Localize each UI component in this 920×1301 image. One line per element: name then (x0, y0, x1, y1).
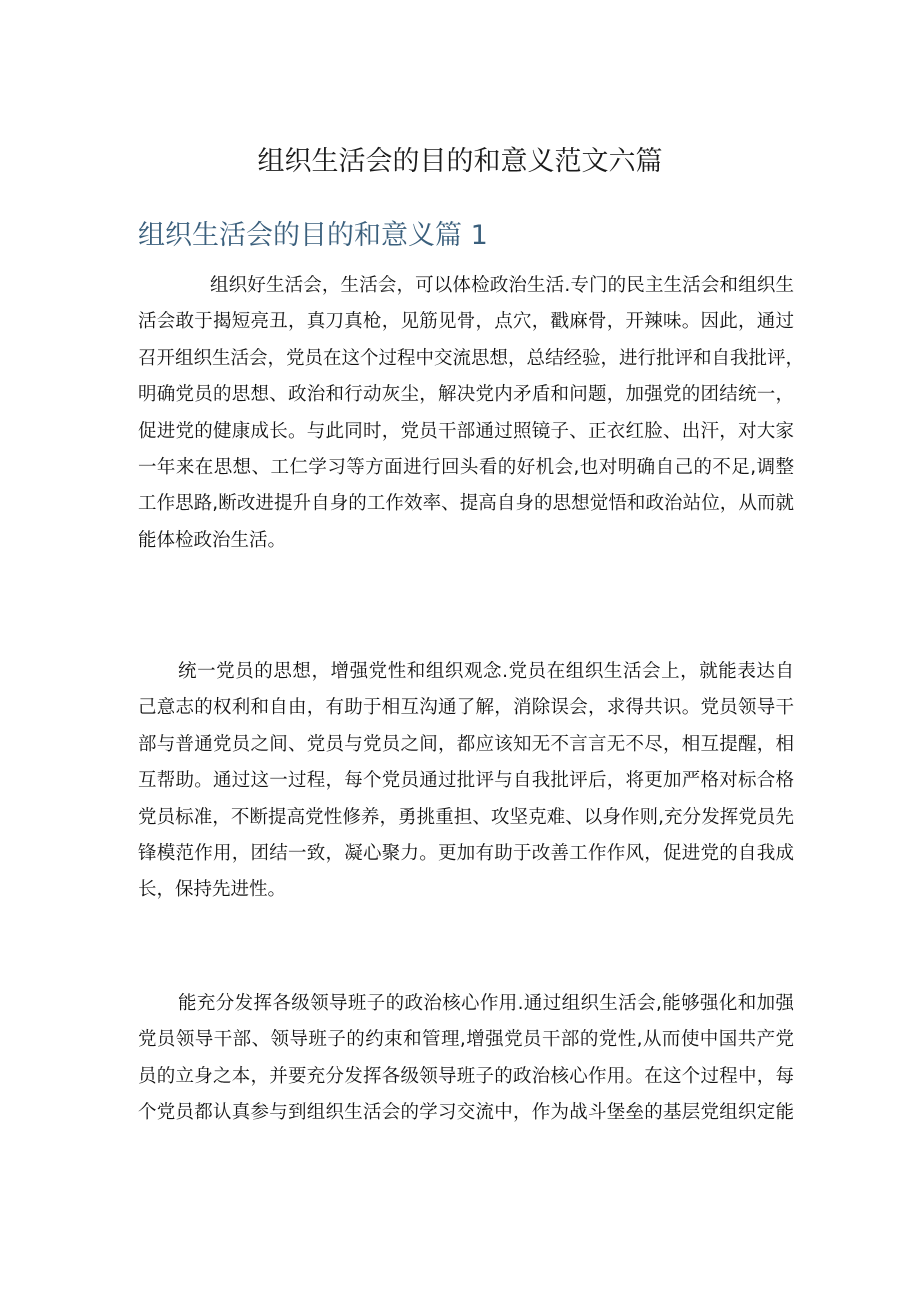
text-line: 统一党员的思想，增强党性和组织观念.党员在组织生活会上，就能表达自 (178, 661, 794, 682)
text-line: 能体检政治生活。 (138, 529, 287, 551)
text-line: 能充分发挥各级领导班子的政治核心作用.通过组织生活会,能够强化和加强 (178, 993, 794, 1014)
text-line: 党员领导干部、领导班子的约束和管理,增强党员干部的党性,从而使中国共产党 (138, 1029, 794, 1051)
document-title: 组织生活会的目的和意义范文六篇 (257, 146, 663, 177)
text-line: 促进党的健康成长。与此同时，党员干部通过照镜子、正衣红脸、出汗，对大家 (138, 420, 794, 442)
text-line: 党员标准，不断提高党性修养，勇挑重担、攻坚克难、以身作则,充分发挥党员先 (138, 806, 794, 828)
text-line: 组织好生活会，生活会，可以体检政治生活.专门的民主生活会和组织生 (210, 275, 794, 296)
text-line: 明确党员的思想、政治和行动灰尘，解决党内矛盾和问题，加强党的团结统一， (138, 384, 794, 406)
text-line: 召开组织生活会，党员在这个过程中交流思想，总结经验，进行批评和自我批评， (138, 347, 805, 369)
text-line: 工作思路,断改进提升自身的工作效率、提高自身的思想觉悟和政治站位，从而就 (138, 493, 794, 515)
text-line: 个党员都认真参与到组织生活会的学习交流中，作为战斗堡垒的基层党组织定能 (138, 1102, 794, 1124)
text-line: 活会敢于揭短亮丑，真刀真枪，见筋见骨，点穴，戳麻骨，开辣味。因此，通过 (138, 311, 794, 333)
text-line: 长，保持先进性。 (138, 879, 287, 901)
paragraph-1 (138, 268, 805, 559)
text-line: 己意志的权利和自由，有助于相互沟通了解，消除误会，求得共识。党员领导干 (138, 697, 794, 719)
text-line: 锋模范作用，团结一致，凝心聚力。更加有助于改善工作作风，促进党的自我成 (138, 843, 794, 865)
paragraph-2 (138, 654, 794, 909)
text-line: 部与普通党员之间、党员与党员之间，都应该知无不言言无不尽，相互提醒，相 (138, 733, 794, 755)
text-line: 互帮助。通过这一过程，每个党员通过批评与自我批评后，将更加严格对标合格 (138, 770, 794, 792)
text-line: 一年来在思想、工仁学习等方面进行回头看的好机会,也对明确自己的不足,调整 (138, 457, 794, 479)
text-line: 员的立身之本，并要充分发挥各级领导班子的政治核心作用。在这个过程中，每 (138, 1065, 794, 1087)
section-heading: 组织生活会的目的和意义篇 1 (138, 220, 488, 251)
paragraph-3 (138, 986, 794, 1132)
